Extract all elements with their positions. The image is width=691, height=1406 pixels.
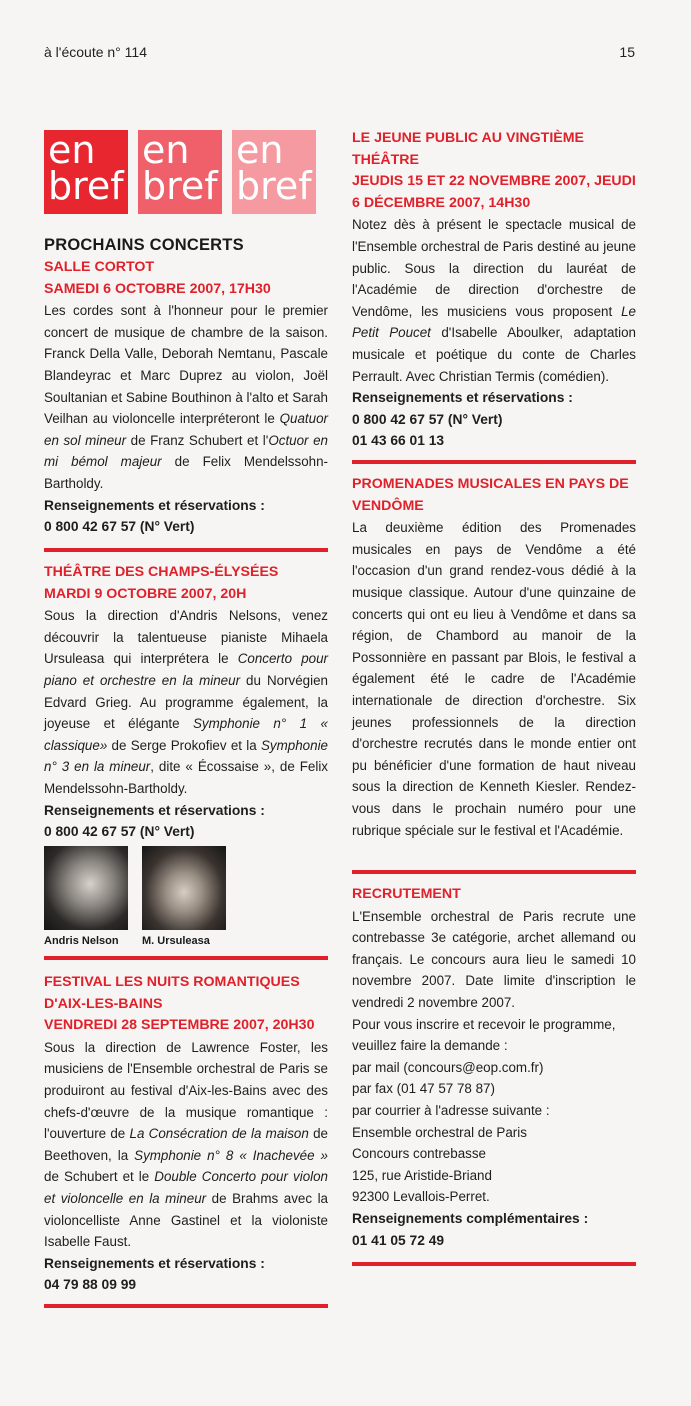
logo-tile-1: en bref: [44, 130, 128, 214]
recruit-title: RECRUTEMENT: [352, 886, 461, 902]
promenades: [352, 474, 636, 841]
young-title: LE JEUNE PUBLIC AU VINGTIÈME THÉÂTRE: [352, 130, 585, 168]
divider: [44, 1304, 328, 1308]
recruit-text: L'Ensemble orchestral de Paris recrute une contrebasse 3e catégorie, archet allemand ou français. Le concours aura lieu le samedi 10 novembre 2007. Date limite d'inscription le vendredi 2 novembre 2007.: [352, 908, 636, 1010]
young-info-label: Renseignements et réservations :: [352, 390, 573, 406]
young-phone2: 01 43 66 01 13: [352, 433, 445, 449]
concert1-venue: SALLE CORTOT: [44, 259, 155, 275]
concert2-date: MARDI 9 OCTOBRE 2007, 20H: [44, 585, 247, 602]
recruit-address: Ensemble orchestral de Paris: [352, 1124, 527, 1140]
recruitment: [352, 884, 636, 1251]
concert1-info-label: Renseignements et réservations :: [44, 497, 265, 513]
recruit-phone: 01 41 05 72 49: [352, 1232, 445, 1248]
divider: [44, 956, 328, 960]
concert3-text: Sous la direction de Lawrence Foster, les musiciens de l'Ensemble orchestral de Paris se produiront au festival d'Aix-les-Bains avec des chefs-d'œuvre de la musique romantique : l'ouverture de La Consécration de la maison de Beethoven, la Symphonie n° 8 « Inachevée » de Schubert et le Double Concerto pour violon et violoncelle en la mineur de Brahms avec la violoncelliste Anne Gastinel et la violoniste Isabelle Faust.: [44, 1039, 329, 1250]
concert3-phone: 04 79 88 09 99: [44, 1277, 137, 1293]
concert1-phone: 0 800 42 67 57 (N° Vert): [44, 519, 195, 535]
logo-tile-2: en bref: [138, 130, 222, 214]
section-title: PROCHAINS CONCERTS: [44, 236, 244, 254]
photo-ursuleasa: [142, 846, 226, 930]
concert-2: [44, 562, 328, 843]
concert2-phone: 0 800 42 67 57 (N° Vert): [44, 824, 195, 840]
issue-label: à l'écoute n° 114: [44, 44, 147, 60]
concert-1: [44, 236, 328, 538]
page-number: 15: [619, 44, 635, 60]
recruit-info-label: Renseignements complémentaires :: [352, 1210, 589, 1226]
concert1-date: SAMEDI 6 OCTOBRE 2007, 17H30: [44, 280, 271, 297]
recruit-fax: par fax (01 47 57 78 87): [352, 1081, 495, 1097]
promenades-title: PROMENADES MUSICALES EN PAYS DE VENDÔME: [352, 476, 629, 514]
photo-andris-nelson: [44, 846, 128, 930]
recruit-line: veuillez faire la demande :: [352, 1038, 508, 1054]
photo2-caption: M. Ursuleasa: [142, 935, 210, 947]
concert3-date: VENDREDI 28 SEPTEMBRE 2007, 20H30: [44, 1017, 315, 1034]
logo-tile-3: en bref: [232, 130, 316, 214]
recruit-address: 92300 Levallois-Perret.: [352, 1189, 490, 1205]
concert2-info-label: Renseignements et réservations :: [44, 802, 265, 818]
en-bref-logo: [44, 130, 316, 214]
recruit-email[interactable]: par mail (concours@eop.com.fr): [352, 1059, 544, 1075]
divider: [44, 548, 328, 552]
concert3-info-label: Renseignements et réservations :: [44, 1255, 265, 1271]
young-text: Notez dès à présent le spectacle musical de l'Ensemble orchestral de Paris destiné au jeune public. Sous la direction du lauréat de l'Académie de direction d'orchestre de Vendôme, les musiciens vous proposent Le Petit Poucet d'Isabelle Aboulker, adaptation musicale et poétique du conte de Charles Perrault. Avec Christian Termis (comédien).: [352, 217, 636, 384]
young-date: JEUDIS 15 ET 22 NOVEMBRE 2007, JEUDI 6 DÉCEMBRE 2007, 14H30: [352, 173, 636, 211]
divider: [352, 1262, 636, 1266]
concert3-title: FESTIVAL LES NUITS ROMANTIQUES D'AIX-LES-BAINS: [44, 974, 300, 1012]
recruit-address: 125, rue Aristide-Briand: [352, 1167, 492, 1183]
young-audience: [352, 128, 636, 452]
concert2-text: Sous la direction d'Andris Nelsons, venez découvrir la talentueuse pianiste Mihaela Ursuleasa qui interprétera le Concerto pour piano et orchestre en la mineur du Norvégien Edvard Grieg. Au programme également, la joyeuse et élégante Symphonie n° 1 « classique» de Serge Prokofiev et la Symphonie n° 3 en la mineur, dite « Écossaise », de Felix Mendelssohn-Bartholdy.: [44, 608, 328, 796]
promenades-text: La deuxième édition des Promenades musicales en pays de Vendôme a été l'occasion d'un grand rendez-vous dédié à la musique classique. Autour d'une quinzaine de concerts qui ont eu lieu à Vendôme et dans sa région, de Chambord au manoir de la Possonnière en passant par Blois, le festival a également été le cadre de l'Académie internationale de direction d'orchestre. Six jeunes professionnels de la direction d'orchestre recrutés dans le monde entier ont pu bénéficier d'une formation de haut niveau sous la direction de Kenneth Kiesler. Rendez-vous dans le prochain numéro pour une rubrique spéciale sur le festival et l'Académie.: [352, 520, 636, 838]
concert2-venue: THÉÂTRE DES CHAMPS-ÉLYSÉES: [44, 564, 279, 580]
young-phone1: 0 800 42 67 57 (N° Vert): [352, 411, 503, 427]
photo1-caption: Andris Nelson: [44, 935, 119, 947]
recruit-line: par courrier à l'adresse suivante :: [352, 1102, 550, 1118]
concert1-text: Les cordes sont à l'honneur pour le premier concert de musique de chambre de la saison. Franck Della Valle, Deborah Nemtanu, Pascale Blandeyrac et Marc Duprez au violon, Joël Soultanian et Sabine Bouthinon à l'alto et Sarah Veilhan au violoncelle interpréteront le Quatuor en sol mineur de Franz Schubert et l'Octuor en mi bémol majeur de Felix Mendelssohn-Bartholdy.: [44, 303, 328, 491]
divider: [352, 870, 636, 874]
concert-3: [44, 972, 328, 1296]
recruit-line: Pour vous inscrire et recevoir le programme,: [352, 1016, 616, 1032]
recruit-address: Concours contrebasse: [352, 1146, 486, 1162]
divider: [352, 460, 636, 464]
